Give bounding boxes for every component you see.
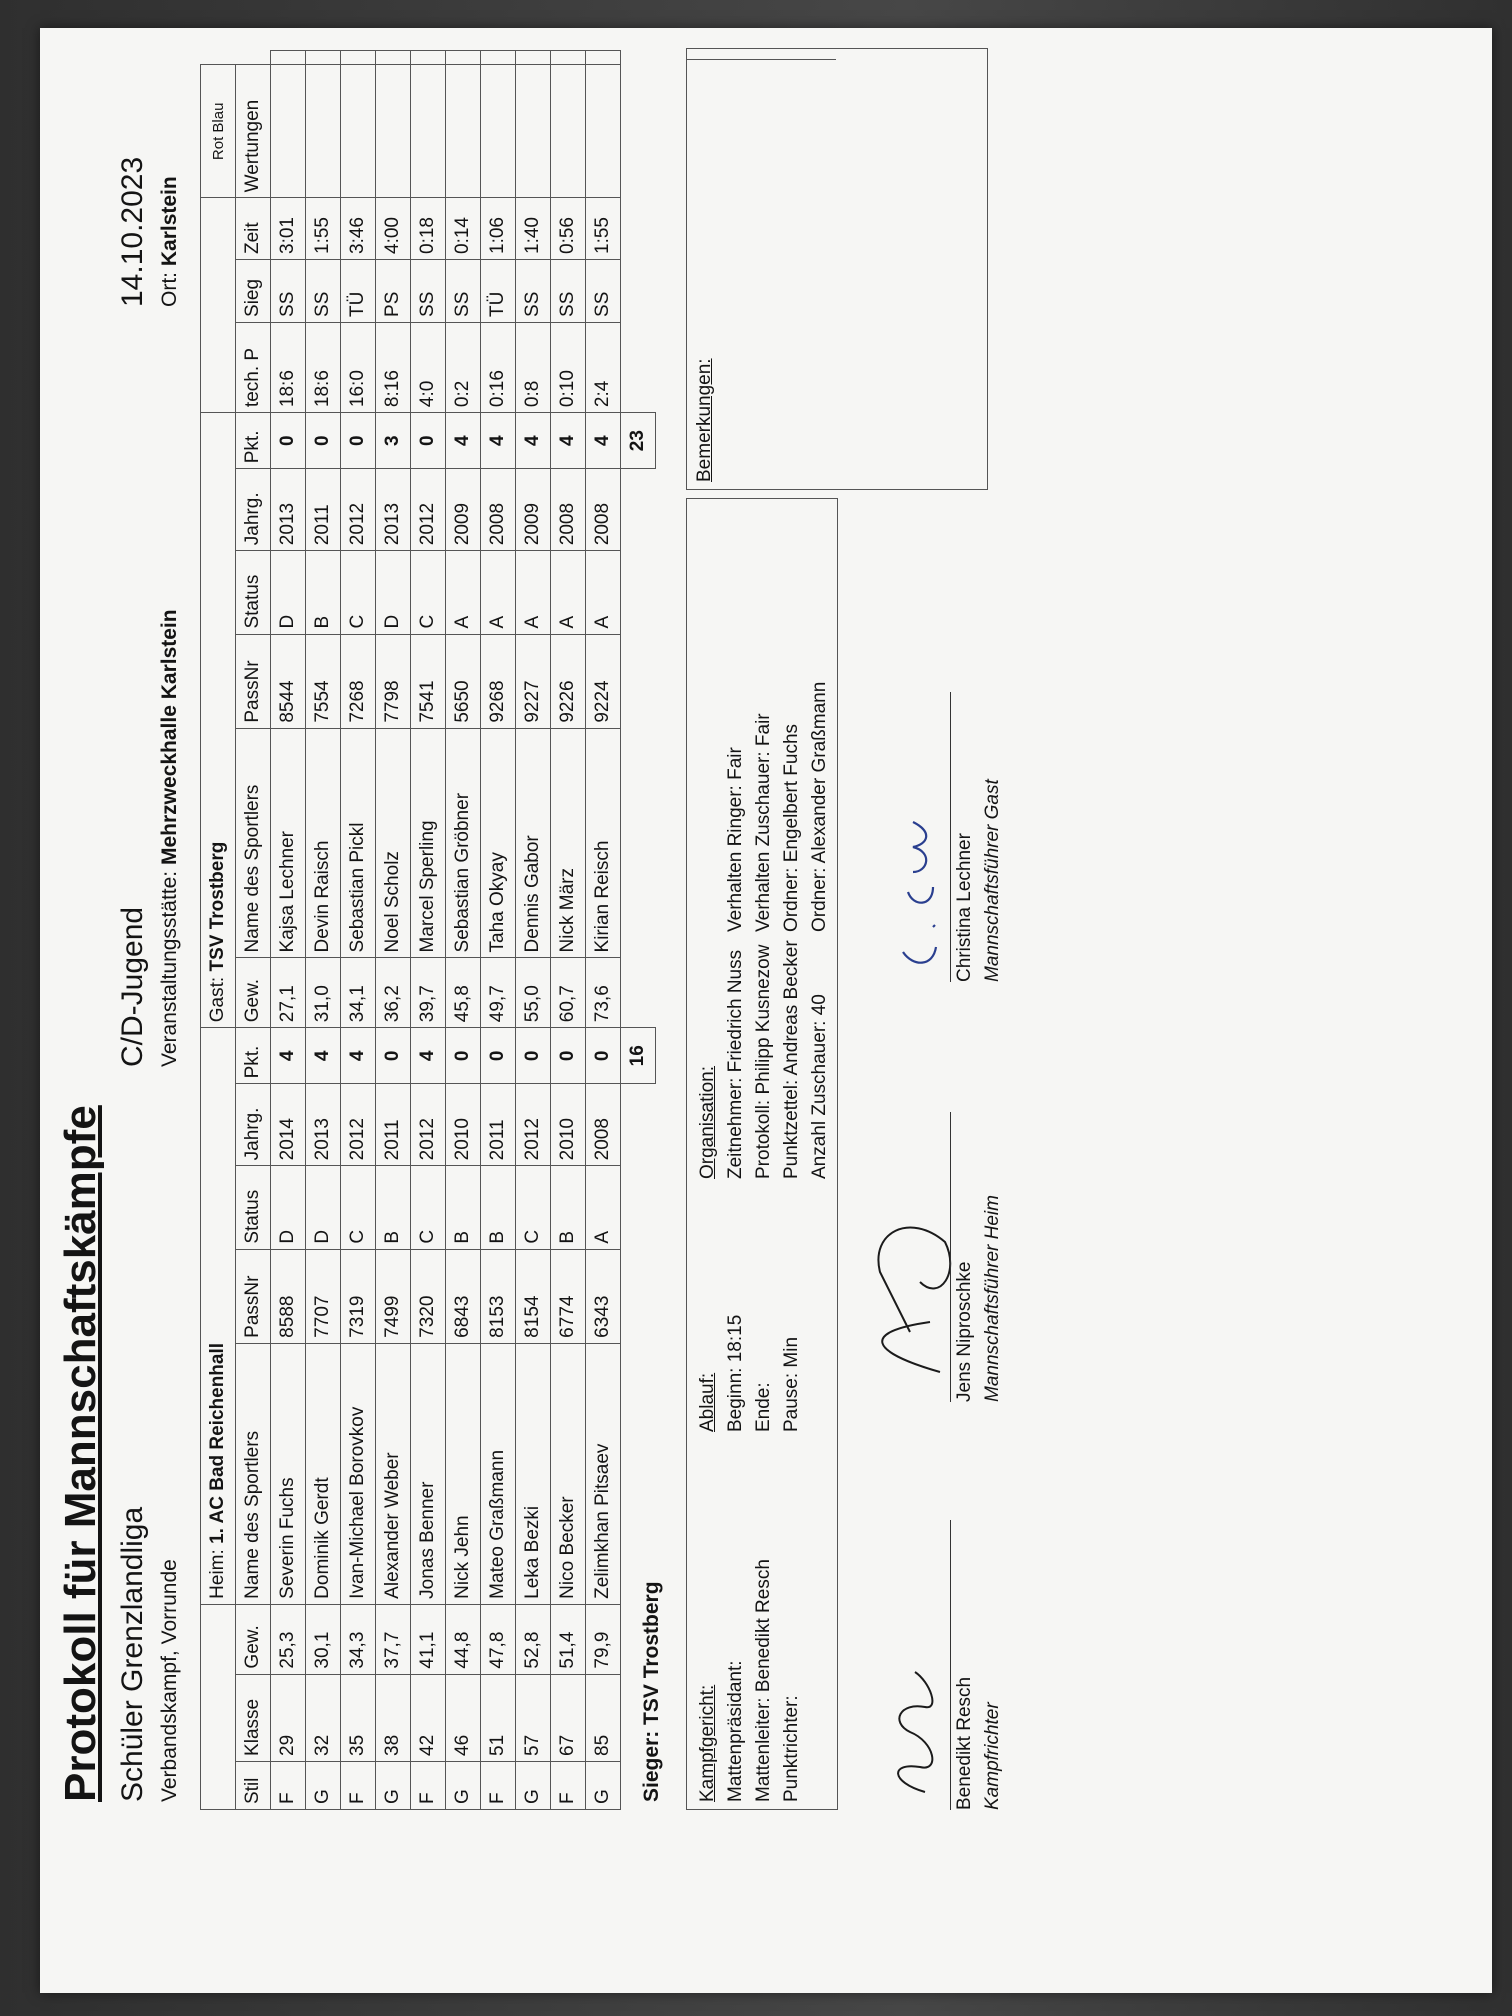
guest-captain-signature-scribble (888, 772, 950, 972)
home-team-cell (201, 1028, 236, 1605)
cell-jahrg2: 2008 (586, 469, 621, 551)
cell-pass: 7707 (306, 1249, 341, 1343)
cell-pkt2: 0 (341, 413, 376, 469)
cell-sieg: SS (306, 260, 341, 323)
guest-team: TSV Trostberg (207, 841, 228, 972)
home-label: Heim: (207, 1549, 228, 1599)
cell-jahrg: 2012 (341, 1084, 376, 1166)
verhalten-line: Ordner: Engelbert Fuchs (781, 723, 802, 932)
bout-row (481, 51, 516, 1810)
home-captain-name: Jens Niproschke (954, 1261, 975, 1402)
cell-status2: C (341, 551, 376, 634)
cell-jahrg2: 2013 (271, 469, 306, 551)
cell-name2: Noel Scholz (376, 728, 411, 958)
cell-sieg: SS (551, 260, 586, 323)
guest-total: 23 (621, 413, 656, 469)
cell-stil: F (551, 1761, 586, 1809)
home-team: 1. AC Bad Reichenhall (207, 1342, 228, 1544)
cell-stil: G (376, 1761, 411, 1809)
cell-jahrg: 2011 (376, 1084, 411, 1166)
col-pkt-guest: Pkt. (236, 413, 271, 469)
cell-gew: 34,3 (341, 1604, 376, 1674)
cell-name: Alexander Weber (376, 1343, 411, 1604)
cell-pkt2: 3 (376, 413, 411, 469)
col-status: Status (236, 1166, 271, 1249)
cell-gew2: 73,6 (586, 958, 621, 1028)
cell-pkt: 0 (446, 1028, 481, 1084)
cell-wertungen (516, 65, 551, 198)
cell-gew: 41,1 (411, 1604, 446, 1674)
place-line (158, 176, 182, 307)
cell-gew2: 31,0 (306, 958, 341, 1028)
cell-zeit: 1:40 (516, 198, 551, 260)
cell-pass: 7499 (376, 1249, 411, 1343)
cell-wertungen (376, 65, 411, 198)
cell-status2: B (306, 551, 341, 634)
cell-stil: G (306, 1761, 341, 1809)
cell-klasse: 46 (446, 1674, 481, 1761)
cell-sieg: TÜ (341, 260, 376, 323)
cell-tech: 0:10 (551, 322, 586, 412)
kampfgericht-line: Mattenpräsidant: (725, 1660, 746, 1802)
page-title: Protokoll für Mannschaftskämpfe (56, 1105, 105, 1802)
cell-rot-blau (551, 51, 586, 65)
cell-zeit: 3:46 (341, 198, 376, 260)
organisation-line: Zeitnehmer: Friedrich Nuss (725, 949, 746, 1179)
kampfgericht-block (694, 1559, 806, 1802)
cell-pkt2: 4 (516, 413, 551, 469)
cell-name: Leka Bezki (516, 1343, 551, 1604)
cell-name2: Kirian Reisch (586, 728, 621, 958)
cell-zeit: 3:01 (271, 198, 306, 260)
cell-wertungen (411, 65, 446, 198)
venue-label: Veranstaltungsstätte: (158, 870, 181, 1067)
cell-status2: A (516, 551, 551, 634)
cell-rot-blau (306, 51, 341, 65)
cell-gew2: 39,7 (411, 958, 446, 1028)
cell-pass: 8154 (516, 1249, 551, 1343)
cell-stil: G (586, 1761, 621, 1809)
cell-pass: 8153 (481, 1249, 516, 1343)
cell-status2: A (446, 551, 481, 634)
cell-name: Ivan-Michael Borovkov (341, 1343, 376, 1604)
cell-status: B (446, 1166, 481, 1249)
cell-gew2: 34,1 (341, 958, 376, 1028)
cell-pkt2: 4 (586, 413, 621, 469)
cell-gew: 30,1 (306, 1604, 341, 1674)
bout-row (341, 51, 376, 1810)
cell-sieg: TÜ (481, 260, 516, 323)
kampfgericht-line: Mattenleiter: Benedikt Resch (753, 1559, 774, 1802)
guest-captain-role: Mannschaftsführer Gast (982, 779, 1003, 982)
cell-rot-blau (341, 51, 376, 65)
cell-wertungen (271, 65, 306, 198)
cell-gew2: 60,7 (551, 958, 586, 1028)
cell-name: Severin Fuchs (271, 1343, 306, 1604)
cell-zeit: 0:14 (446, 198, 481, 260)
cell-zeit: 0:56 (551, 198, 586, 260)
cell-jahrg2: 2009 (446, 469, 481, 551)
cell-tech: 0:2 (446, 322, 481, 412)
cell-zeit: 1:55 (306, 198, 341, 260)
bout-row (411, 51, 446, 1810)
age-category: C/D-Jugend (116, 906, 149, 1067)
col-klasse: Klasse (236, 1674, 271, 1761)
cell-name: Nico Becker (551, 1343, 586, 1604)
bout-row (516, 51, 551, 1810)
cell-stil: F (271, 1761, 306, 1809)
cell-tech: 2:4 (586, 322, 621, 412)
venue-value: Mehrzweckhalle Karlstein (158, 609, 181, 866)
col-jahrg-guest: Jahrg. (236, 469, 271, 551)
cell-pass2: 7541 (411, 634, 446, 728)
col-name-guest: Name des Sportlers (236, 728, 271, 958)
cell-status2: C (411, 551, 446, 634)
cell-pass: 6343 (586, 1249, 621, 1343)
col-pass: PassNr (236, 1249, 271, 1343)
cell-gew: 37,7 (376, 1604, 411, 1674)
cell-sieg: SS (446, 260, 481, 323)
col-pass-guest: PassNr (236, 634, 271, 728)
cell-rot-blau (586, 51, 621, 65)
cell-gew: 44,8 (446, 1604, 481, 1674)
referee-sign-line (950, 1520, 951, 1810)
cell-stil: F (341, 1761, 376, 1809)
cell-gew: 47,8 (481, 1604, 516, 1674)
cell-status: C (516, 1166, 551, 1249)
cell-pass: 6843 (446, 1249, 481, 1343)
cell-pass2: 9268 (481, 634, 516, 728)
cell-klasse: 57 (516, 1674, 551, 1761)
cell-name: Zelimkhan Pitsaev (586, 1343, 621, 1604)
kampfgericht-heading: Kampfgericht: (697, 1684, 718, 1802)
referee-signature-scribble (880, 1662, 950, 1802)
cell-name: Dominik Gerdt (306, 1343, 341, 1604)
verhalten-line: Verhalten Ringer: Fair (725, 747, 746, 932)
team-header-row (201, 51, 236, 1810)
col-stil: Stil (236, 1761, 271, 1809)
bemerkungen-heading: Bemerkungen: (694, 358, 715, 482)
cell-pass: 8588 (271, 1249, 306, 1343)
cell-pkt2: 4 (446, 413, 481, 469)
cell-stil: F (411, 1761, 446, 1809)
cell-pass: 6774 (551, 1249, 586, 1343)
cell-tech: 18:6 (271, 322, 306, 412)
cell-jahrg2: 2013 (376, 469, 411, 551)
cell-name2: Dennis Gabor (516, 728, 551, 958)
cell-status: B (481, 1166, 516, 1249)
cell-status: C (341, 1166, 376, 1249)
cell-jahrg: 2012 (516, 1084, 551, 1166)
cell-pkt: 4 (306, 1028, 341, 1084)
cell-name2: Nick März (551, 728, 586, 958)
bout-row (446, 51, 481, 1810)
competition-type: Verbandskampf, Vorrunde (158, 1559, 181, 1802)
place-value: Karlstein (158, 176, 181, 267)
cell-name2: Sebastian Gröbner (446, 728, 481, 958)
cell-pass2: 7798 (376, 634, 411, 728)
cell-status2: A (551, 551, 586, 634)
bout-rows (271, 51, 621, 1810)
col-jahrg: Jahrg. (236, 1084, 271, 1166)
cell-klasse: 51 (481, 1674, 516, 1761)
organisation-heading: Organisation: (697, 1065, 718, 1179)
cell-wertungen (341, 65, 376, 198)
cell-klasse: 42 (411, 1674, 446, 1761)
organisation-line: Protokoll: Philipp Kusnezow (753, 944, 774, 1179)
league-name: Schüler Grenzlandliga (116, 1506, 149, 1802)
cell-gew: 51,4 (551, 1604, 586, 1674)
cell-pass2: 5650 (446, 634, 481, 728)
rot-blau-cell: Rot Blau (201, 65, 236, 198)
cell-status: C (411, 1166, 446, 1249)
cell-status: B (551, 1166, 586, 1249)
cell-zeit: 4:00 (376, 198, 411, 260)
bout-row (586, 51, 621, 1810)
cell-pkt2: 0 (271, 413, 306, 469)
cell-gew2: 49,7 (481, 958, 516, 1028)
cell-stil: G (516, 1761, 551, 1809)
col-zeit: Zeit (236, 198, 271, 260)
cell-jahrg: 2014 (271, 1084, 306, 1166)
cell-sieg: SS (586, 260, 621, 323)
cell-rot-blau (271, 51, 306, 65)
bout-row (306, 51, 341, 1810)
cell-sieg: PS (376, 260, 411, 323)
cell-status: D (306, 1166, 341, 1249)
cell-pkt2: 0 (411, 413, 446, 469)
cell-tech: 0:8 (516, 322, 551, 412)
cell-status: D (271, 1166, 306, 1249)
cell-rot-blau (411, 51, 446, 65)
cell-sieg: SS (271, 260, 306, 323)
cell-jahrg2: 2012 (411, 469, 446, 551)
home-captain-signature-scribble (850, 1192, 960, 1392)
cell-status2: A (481, 551, 516, 634)
cell-pass2: 9224 (586, 634, 621, 728)
ablauf-line: Pause: Min (781, 1336, 802, 1432)
cell-gew: 25,3 (271, 1604, 306, 1674)
cell-klasse: 67 (551, 1674, 586, 1761)
cell-wertungen (446, 65, 481, 198)
cell-klasse: 32 (306, 1674, 341, 1761)
cell-pass2: 9227 (516, 634, 551, 728)
col-sieg: Sieg (236, 260, 271, 323)
cell-tech: 4:0 (411, 322, 446, 412)
cell-pkt: 0 (586, 1028, 621, 1084)
cell-tech: 0:16 (481, 322, 516, 412)
cell-jahrg2: 2011 (306, 469, 341, 551)
cell-pkt: 0 (551, 1028, 586, 1084)
cell-zeit: 1:06 (481, 198, 516, 260)
cell-zeit: 1:55 (586, 198, 621, 260)
bout-row (376, 51, 411, 1810)
cell-name2: Kajsa Lechner (271, 728, 306, 958)
venue-line (158, 609, 182, 1067)
cell-name: Jonas Benner (411, 1343, 446, 1604)
verhalten-line: Ordner: Alexander Graßmann (809, 681, 830, 932)
col-name: Name des Sportlers (236, 1343, 271, 1604)
totals-row (621, 51, 656, 1810)
cell-jahrg2: 2012 (341, 469, 376, 551)
cell-jahrg: 2010 (551, 1084, 586, 1166)
cell-gew2: 45,8 (446, 958, 481, 1028)
bout-row (271, 51, 306, 1810)
cell-stil: G (446, 1761, 481, 1809)
cell-gew2: 36,2 (376, 958, 411, 1028)
cell-rot-blau (446, 51, 481, 65)
cell-gew: 79,9 (586, 1604, 621, 1674)
col-wertungen: Wertungen (236, 65, 271, 198)
cell-jahrg: 2011 (481, 1084, 516, 1166)
cell-pkt: 0 (516, 1028, 551, 1084)
bout-row (551, 51, 586, 1810)
cell-pass2: 9226 (551, 634, 586, 728)
cell-jahrg2: 2008 (551, 469, 586, 551)
cell-name: Mateo Graßmann (481, 1343, 516, 1604)
event-date: 14.10.2023 (116, 156, 149, 307)
cell-pkt: 0 (481, 1028, 516, 1084)
ablauf-line: Beginn: 18:15 (725, 1314, 746, 1432)
kampfgericht-line: Punktrichter: (781, 1695, 802, 1802)
referee-role: Kampfrichter (982, 1702, 1003, 1810)
cell-pkt2: 4 (481, 413, 516, 469)
referee-name: Benedikt Resch (954, 1676, 975, 1810)
place-label: Ort: (158, 272, 181, 307)
cell-jahrg2: 2008 (481, 469, 516, 551)
cell-pkt2: 4 (551, 413, 586, 469)
cell-name2: Devin Raisch (306, 728, 341, 958)
col-pkt: Pkt. (236, 1028, 271, 1084)
organisation-line: Punktzettel: Andreas Becker (781, 940, 802, 1179)
cell-name2: Sebastian Pickl (341, 728, 376, 958)
cell-pass: 7320 (411, 1249, 446, 1343)
col-gew: Gew. (236, 1604, 271, 1674)
cell-pass2: 8544 (271, 634, 306, 728)
guest-label: Gast: (207, 976, 228, 1023)
results-table (200, 50, 656, 1810)
cell-wertungen (306, 65, 341, 198)
cell-wertungen (481, 65, 516, 198)
col-gew-guest: Gew. (236, 958, 271, 1028)
cell-name2: Marcel Sperling (411, 728, 446, 958)
cell-klasse: 85 (586, 1674, 621, 1761)
cell-pkt2: 0 (306, 413, 341, 469)
cell-sieg: SS (516, 260, 551, 323)
cell-rot-blau (516, 51, 551, 65)
cell-status2: D (376, 551, 411, 634)
ablauf-heading: Ablauf: (697, 1372, 718, 1432)
cell-status: A (586, 1166, 621, 1249)
cell-jahrg: 2013 (306, 1084, 341, 1166)
cell-jahrg: 2010 (446, 1084, 481, 1166)
cell-pkt: 0 (376, 1028, 411, 1084)
home-total: 16 (621, 1028, 656, 1084)
ablauf-block (694, 1315, 806, 1432)
cell-klasse: 35 (341, 1674, 376, 1761)
winner-line: Sieger: TSV Trostberg (640, 1581, 663, 1802)
cell-tech: 8:16 (376, 322, 411, 412)
col-tech: tech. P (236, 322, 271, 412)
cell-status2: A (586, 551, 621, 634)
verhalten-block (722, 682, 834, 932)
cell-jahrg: 2012 (411, 1084, 446, 1166)
col-status-guest: Status (236, 551, 271, 634)
cell-pkt: 4 (411, 1028, 446, 1084)
cell-pass2: 7554 (306, 634, 341, 728)
cell-klasse: 38 (376, 1674, 411, 1761)
cell-gew2: 55,0 (516, 958, 551, 1028)
protocol-sheet (50, 42, 1430, 1932)
organisation-block (694, 940, 834, 1179)
bemerkungen-box (686, 48, 988, 490)
cell-pass: 7319 (341, 1249, 376, 1343)
cell-jahrg2: 2009 (516, 469, 551, 551)
cell-gew2: 27,1 (271, 958, 306, 1028)
guest-captain-name: Christina Lechner (954, 833, 975, 982)
guest-team-cell (201, 413, 236, 1028)
cell-stil: F (481, 1761, 516, 1809)
cell-jahrg: 2008 (586, 1084, 621, 1166)
organisation-line: Anzahl Zuschauer: 40 (809, 994, 830, 1179)
cell-sieg: SS (411, 260, 446, 323)
ablauf-line: Ende: (753, 1382, 774, 1432)
cell-pass2: 7268 (341, 634, 376, 728)
cell-zeit: 0:18 (411, 198, 446, 260)
cell-status2: D (271, 551, 306, 634)
cell-gew: 52,8 (516, 1604, 551, 1674)
cell-wertungen (551, 65, 586, 198)
cell-tech: 16:0 (341, 322, 376, 412)
cell-pkt: 4 (271, 1028, 306, 1084)
column-header-row (236, 51, 271, 1810)
cell-rot-blau (481, 51, 516, 65)
cell-klasse: 29 (271, 1674, 306, 1761)
home-captain-sign-line (950, 1112, 951, 1402)
cell-rot-blau (376, 51, 411, 65)
guest-captain-sign-line (950, 692, 951, 982)
cell-status: B (376, 1166, 411, 1249)
cell-name2: Taha Okyay (481, 728, 516, 958)
verhalten-line: Verhalten Zuschauer: Fair (753, 713, 774, 932)
cell-wertungen (586, 65, 621, 198)
cell-pkt: 4 (341, 1028, 376, 1084)
home-captain-role: Mannschaftsführer Heim (982, 1195, 1003, 1402)
cell-tech: 18:6 (306, 322, 341, 412)
cell-name: Nick Jehn (446, 1343, 481, 1604)
